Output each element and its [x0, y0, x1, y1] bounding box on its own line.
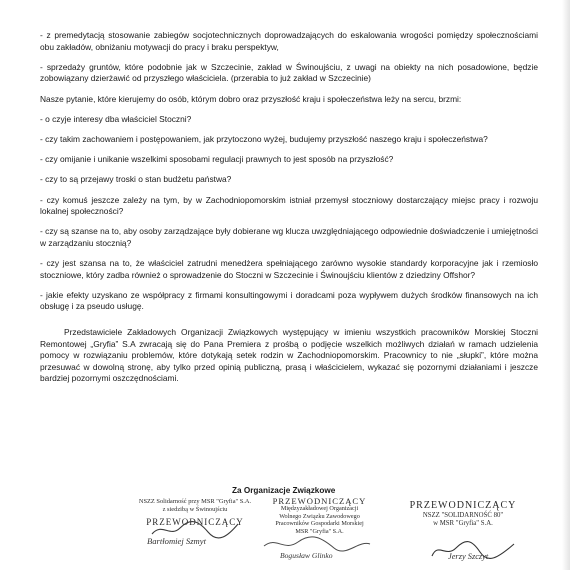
stamp1-role: PRZEWODNICZĄCY — [146, 517, 244, 527]
question-future: - czy takim zachowaniem i postępowaniem, jak przytoczono wyżej, budujemy przyszłość naszego kraju i społeczeństwa? — [40, 133, 488, 144]
signature-name-3: Jerzy Szczyt — [448, 552, 489, 561]
stamp2-line1: Międzyzakładowej Organizacji — [280, 505, 359, 513]
handwritten-signature-2 — [262, 534, 372, 554]
letter-body — [40, 30, 538, 394]
handwritten-signature-3 — [428, 536, 518, 562]
signature-name-2: Bogusław Glinko — [280, 551, 333, 560]
signature-section — [0, 484, 570, 570]
handwritten-signature-1 — [150, 518, 240, 540]
signature-name-1: Bartłomiej Szmyt — [147, 536, 206, 546]
stamp2-role: PRZEWODNICZĄCY — [272, 496, 367, 506]
question-shipbuilding: - czy komuś jeszcze zależy na tym, by w Zachodniopomorskim istniał przemysł stoczniowy dostarczający miejsc pracy i rozwoju lokalnej społeczności? — [40, 194, 538, 217]
stamp1-line1: NSZZ Solidarność przy MSR "Gryfia" S.A. — [138, 498, 252, 505]
stamp3-line1: NSZZ "SOLIDARNOŚĆ 80" — [422, 512, 504, 519]
stamp2-line4: MSR "Gryfia" S.A. — [295, 527, 344, 535]
question-regulations: - czy omijanie i unikanie wszelkimi sposobami regulacji prawnych to jest sposób na przyszłość? — [40, 154, 394, 165]
signature-heading: Za Organizacje Związkowe — [232, 486, 336, 495]
stamp1-line2: z siedzibą w Świnoujściu — [162, 506, 228, 513]
stamp-solidarnosc-80 — [398, 502, 528, 528]
stamp3-line2: w MSR "Gryfia" S.A. — [433, 520, 493, 527]
page-edge-shadow — [562, 0, 570, 570]
question-budget: - czy to są przejawy troski o stan budżetu państwa? — [40, 174, 232, 185]
stamp-wolny-zwiazek — [252, 498, 387, 535]
stamp2-line3: Pracowników Gospodarki Morskiej — [275, 520, 364, 528]
question-management: - czy są szanse na to, aby osoby zarządzające były dobierane wg klucza uwzględniającego odpowiednie doświadczenie i umiejętności w zarządzaniu stocznią? — [40, 226, 538, 248]
stamp3-role: PRZEWODNICZĄCY — [409, 500, 517, 511]
question-interests: - o czyje interesy dba właściciel Stoczni? — [40, 113, 192, 124]
paragraph-premeditation: - z premedytacją stosowanie zabiegów socjotechnicznych doprowadzających do eskalowania wrogości pomiędzy społecznościami obu zakładów, obniżaniu motywacji do pracy i braku perspektyw, — [40, 30, 538, 52]
paragraph-question-intro: Nasze pytanie, które kierujemy do osób, którym dobro oraz przyszłość kraju i społeczeństwa leży na sercu, brzmi: — [40, 93, 462, 104]
question-manager: - czy jest szansa na to, że właściciel zatrudni menedżera spełniającego zarówno wysokie standardy korporacyjne jak i rzemiosło stoczniowe, który zadba również o sprowadzenie do Stoczni w Szczecinie i Świnoujściu klientów z dziedziny Offshor? — [40, 258, 538, 280]
stamp2-line2: Wolnego Związku Zawodowego — [279, 512, 360, 520]
question-consulting: - jakie efekty uzyskano ze współpracy z firmami konsultingowymi i doradcami poza wypływem dużych środków finansowych na ich obsługę i za pseudo usługę. — [40, 289, 538, 312]
paragraph-appeal: Przedstawiciele Zakładowych Organizacji Związkowych występujący w imieniu wszystkich pracowników Morskiej Stoczni Remontowej „Gryfia” S.A zwracają się do Pana Premiera z prośbą o podjęcie wszelkich możliwych działań w ramach udzielenia pomocy w rozwiązaniu problemów, które dotykają setek rodzin w Zachodniopomorskim. Pracownicy to nie „słupki”, które można przesuwać w dowolną stronę, aby tylko przed opinią publiczną, prasą i właścicielem, wykazać się pozornymi działaniami i jeszcze bardziej pozornymi oszczędnościami. — [40, 327, 538, 384]
paragraph-land-sale: - sprzedaży gruntów, które podobnie jak w Szczecinie, zakład w Świnoujściu, z uwagi na obiekty na nich posadowione, będzie zobowiązany dzierżawić od przyszłego właściciela. (przerabia to już zakład w Szczecinie) — [40, 61, 538, 84]
